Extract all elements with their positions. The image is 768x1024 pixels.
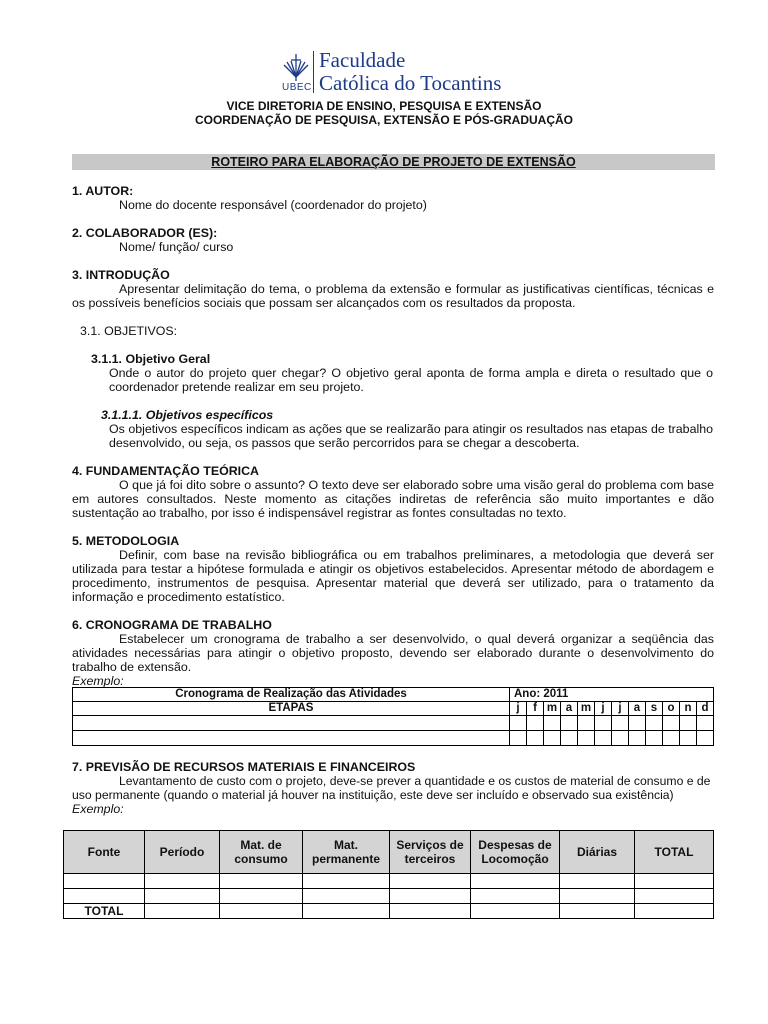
logo-line1: Faculdade [319, 48, 406, 72]
col-header: Mat. permanente [303, 831, 390, 874]
header-line2: COORDENAÇÃO DE PESQUISA, EXTENSÃO E PÓS-GRADUAÇÃO [194, 113, 574, 127]
section-objetivos-especificos [101, 408, 713, 450]
cronograma-title: Cronograma de Realização das Atividades [73, 688, 510, 702]
month-cell: d [697, 702, 714, 716]
month-cell: j [595, 702, 612, 716]
month-cell: a [561, 702, 578, 716]
section-heading: 5. METODOLOGIA [72, 534, 180, 548]
month-cell: j [612, 702, 629, 716]
example-label: Exemplo: [72, 802, 124, 816]
month-cell: f [527, 702, 544, 716]
col-header: Despesas de Locomoção [471, 831, 560, 874]
section-recursos [72, 760, 714, 816]
table-row [64, 904, 714, 919]
section-heading: 2. COLABORADOR (ES): [72, 226, 218, 240]
section-autor [72, 184, 714, 212]
logo-divider [313, 51, 314, 93]
section-heading: 6. CRONOGRAMA DE TRABALHO [72, 618, 272, 632]
month-cell: o [663, 702, 680, 716]
header-line1: VICE DIRETORIA DE ENSINO, PESQUISA E EXTENSÃO [226, 99, 542, 113]
recursos-table [63, 830, 714, 919]
logo-line2: Católica do Tocantins [319, 71, 502, 95]
section-heading: 3.1. OBJETIVOS: [80, 324, 178, 338]
page-title-text: ROTEIRO PARA ELABORAÇÃO DE PROJETO DE EXTENSÃO [211, 155, 576, 169]
section-text: Levantamento de custo com o projeto, deve-se prever a quantidade e os custos de material de consumo e de uso permanente (quando o material já houver na instituição, este deve ser incluído e observado sua existência) [72, 774, 711, 802]
section-text: Nome/ função/ curso [119, 240, 234, 254]
month-cell: a [629, 702, 646, 716]
total-label: TOTAL [64, 904, 145, 919]
month-cell: m [578, 702, 595, 716]
section-text: Estabelecer um cronograma de trabalho a ser desenvolvido, o qual deverá organizar a seqüência das atividades necessárias para atingir o objetivo proposto, devendo ser elaborado durante o desenvolvimento do trabalho de extensão. [72, 632, 714, 674]
col-header: Serviços de terceiros [390, 831, 471, 874]
table-row [73, 716, 714, 731]
etapas-header: ETAPAS [73, 702, 510, 716]
cronograma-table [72, 687, 714, 746]
section-introducao [72, 268, 714, 310]
ubec-label: UBEC [282, 82, 312, 93]
section-text: Os objetivos específicos indicam as ações que se realizarão para atingir os resultados nas etapas de trabalho desenvolvido, ou seja, os passos que serão percorridos para se chegar a descoberta. [109, 422, 713, 450]
cross-rays-icon [282, 51, 310, 81]
section-text: O que já foi dito sobre o assunto? O texto deve ser elaborado sobre uma visão geral do problema com base em autores consultados. Neste momento as citações indiretas de referência são muito importantes e dão sustentação ao trabalho, por isso é indispensável registrar as fontes consultadas no texto. [72, 478, 714, 520]
section-objetivo-geral [91, 352, 713, 394]
month-cell: n [680, 702, 697, 716]
example-label: Exemplo: [72, 674, 124, 688]
table-row [73, 731, 714, 746]
col-header: TOTAL [635, 831, 714, 874]
section-heading: 1. AUTOR: [72, 184, 134, 198]
month-cell: m [544, 702, 561, 716]
page-title [72, 154, 715, 170]
section-colaborador [72, 226, 714, 254]
section-metodologia [72, 534, 714, 604]
section-cronograma [72, 618, 714, 688]
col-header: Diárias [560, 831, 635, 874]
section-objetivos [80, 324, 722, 338]
section-heading: 3.1.1.1. Objetivos específicos [101, 408, 274, 422]
section-text: Onde o autor do projeto quer chegar? O objetivo geral aponta de forma ampla e direta o resultado que o coordenador pretende realizar em seu projeto. [109, 366, 713, 394]
section-heading: 3. INTRODUÇÃO [72, 268, 170, 282]
cronograma-year: Ano: 2011 [510, 688, 714, 702]
col-header: Mat. de consumo [220, 831, 303, 874]
section-text: Definir, com base na revisão bibliográfica ou em trabalhos preliminares, a metodologia que deverá ser utilizada para testar a hipótese formulada e atingir os objetivos estabelecidos. Apresentar método de abordagem e procedimento, instrumentos de pesquisa. Apresentar material que deverá ser utilizado, para o tratamento da informação e procedimento estatístico. [72, 548, 714, 604]
table-row [64, 874, 714, 889]
section-text: Apresentar delimitação do tema, o problema da extensão e formular as justificativas científicas, técnicas e os possíveis benefícios sociais que possam ser alcançados com os resultados da proposta. [72, 282, 714, 310]
section-heading: 3.1.1. Objetivo Geral [91, 352, 211, 366]
month-cell: j [510, 702, 527, 716]
section-fundamentacao [72, 464, 714, 520]
table-row [64, 889, 714, 904]
section-heading: 7. PREVISÃO DE RECURSOS MATERIAIS E FINANCEIROS [72, 760, 416, 774]
month-cell: s [646, 702, 663, 716]
section-heading: 4. FUNDAMENTAÇÃO TEÓRICA [72, 464, 260, 478]
col-header: Fonte [64, 831, 145, 874]
section-text: Nome do docente responsável (coordenador do projeto) [119, 198, 427, 212]
col-header: Período [145, 831, 220, 874]
